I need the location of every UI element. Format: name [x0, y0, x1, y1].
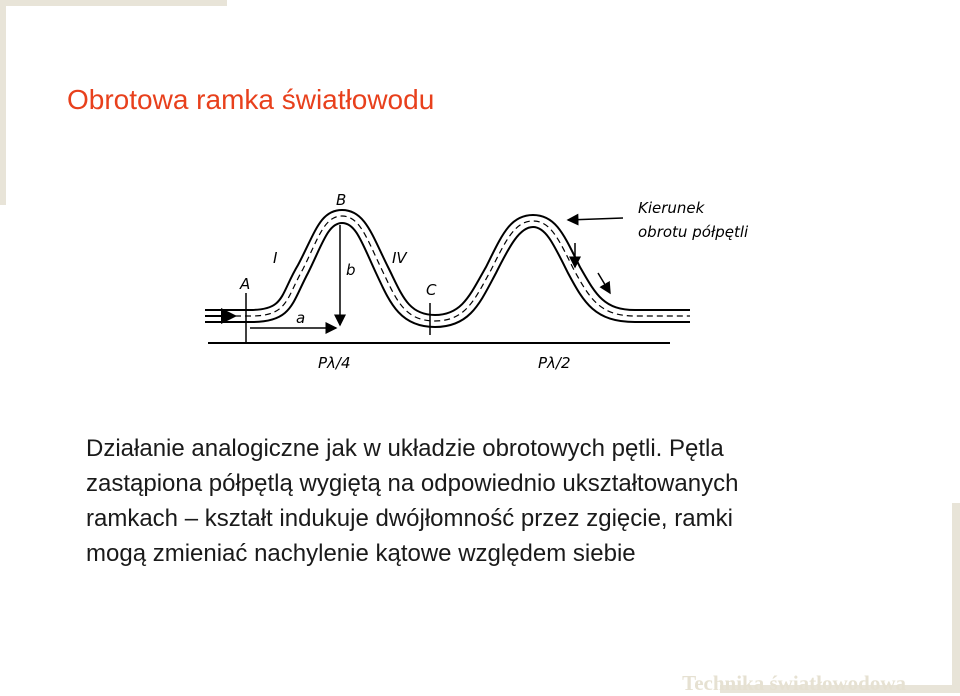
- label-height-b: b: [346, 261, 356, 279]
- decorative-frame-left: [0, 0, 6, 205]
- label-c-point: C: [426, 281, 437, 299]
- label-distance-a: a: [296, 309, 306, 327]
- fiber-core-line: [205, 216, 690, 321]
- label-half-period: Pλ/2: [538, 354, 571, 372]
- label-section-iv: IV: [392, 249, 407, 267]
- body-line: zastąpiona półpętlą wygiętą na odpowiednio ukształtowanych: [86, 470, 739, 497]
- decorative-frame-top: [0, 0, 227, 6]
- fiber-outer-edge: [205, 210, 690, 315]
- label-direction-line2: obrotu półpętli: [638, 223, 749, 241]
- body-paragraph: [86, 431, 886, 571]
- fiber-inner-edge: [205, 223, 690, 327]
- rotation-direction-arrow: [568, 218, 623, 220]
- fiber-loop-diagram: [190, 185, 770, 385]
- label-a-point: A: [240, 275, 251, 293]
- label-quarter-period: Pλ/4: [318, 354, 351, 372]
- body-line: ramkach – kształt indukuje dwójłomność przez zgięcie, ramki: [86, 505, 733, 532]
- body-line: mogą zmieniać nachylenie kątowe względem siebie: [86, 540, 636, 567]
- body-line: Działanie analogiczne jak w układzie obrotowych pętli. Pętla: [86, 435, 724, 462]
- slide-title: Obrotowa ramka światłowodu: [67, 84, 435, 115]
- decorative-frame-right: [952, 503, 960, 693]
- label-direction-line1: Kierunek: [638, 199, 705, 217]
- footer-watermark: Technika światłowodowa: [682, 671, 906, 695]
- label-b-point: B: [336, 191, 347, 209]
- label-section-i: I: [273, 249, 278, 267]
- loop-arrow-diag: [598, 273, 610, 293]
